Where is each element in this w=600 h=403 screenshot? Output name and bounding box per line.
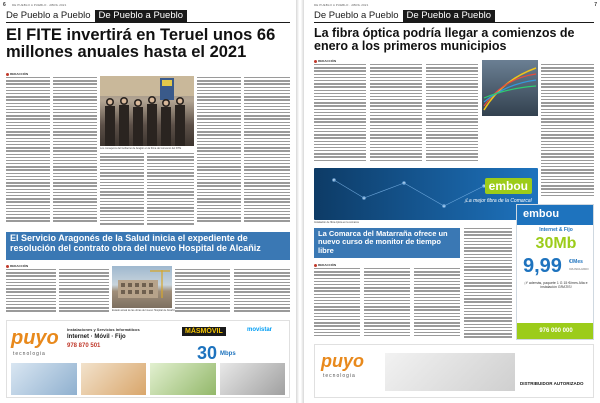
- byline-dot-icon: [314, 60, 317, 63]
- ad-image: [220, 363, 286, 395]
- byline-dot-icon: [6, 73, 9, 76]
- photo-caption: Los consejeros del Gobierno de Aragón en la firma del convenio del FITE: [100, 147, 182, 150]
- section-tag: De Pueblo a Pueblo: [403, 10, 496, 22]
- article-column: [314, 268, 360, 340]
- embou-network-icon: [314, 168, 538, 220]
- ad-product-image: [385, 353, 515, 391]
- ad-tagline: DISTRIBUIDOR AUTORIZADO: [520, 381, 584, 386]
- embou-side-ad[interactable]: [516, 204, 594, 340]
- byline-dot-icon: [314, 264, 317, 267]
- article-photo: [100, 76, 194, 146]
- section-header: [314, 9, 495, 22]
- article-byline: REDACCIÓN: [314, 263, 336, 267]
- ad-image: [81, 363, 147, 395]
- section-name: De Pueblo a Pueblo: [314, 10, 399, 21]
- page-folio: DE PUEBLO A PUEBLO · ABRIL 2021: [12, 3, 67, 7]
- article-column: [59, 269, 109, 315]
- article-column: [370, 64, 422, 164]
- left-page: [0, 0, 296, 403]
- puyo-logo: puyo: [11, 327, 59, 349]
- puyo-subbrand: tecnologia: [13, 351, 46, 357]
- byline-dot-icon: [6, 265, 9, 268]
- page-number: 7: [594, 2, 597, 8]
- page-number: 6: [3, 2, 6, 8]
- ad-price-unit: €/Mes: [569, 259, 583, 265]
- article-column: [100, 153, 144, 227]
- ad-product: Internet & Fijo: [539, 227, 573, 233]
- ad-line: Instalaciones y Servicios Informáticos: [67, 327, 140, 332]
- ad-promo: ¡Y además, paquete 1 G 15 €/mes Alta e instalación GRATIS!: [524, 281, 588, 290]
- ad-services: Internet · Móvil · Fijo: [67, 334, 126, 340]
- ad-tax-note: IVA INCLUIDO: [569, 267, 589, 271]
- ad-image: [11, 363, 77, 395]
- article-column: [464, 228, 512, 340]
- offer-speed: 30: [197, 343, 218, 363]
- right-page: [304, 0, 600, 403]
- article-column: [414, 268, 460, 340]
- masmovil-logo: MÁSMÓVIL: [182, 327, 226, 336]
- embou-logo: embou: [485, 178, 532, 194]
- second-headline: El Servicio Aragonés de la Salud inicia el expediente de resolución del contrato obra del nuevo Hospital de Alcañiz: [10, 233, 261, 253]
- puyo-ad[interactable]: [6, 320, 290, 398]
- article-column: [541, 64, 594, 199]
- main-headline: La fibra óptica podría llegar a comienzos de enero a los primeros municipios: [314, 26, 575, 54]
- article-column: [364, 268, 410, 340]
- puyo-ad[interactable]: [314, 344, 594, 398]
- article-column: [6, 269, 56, 315]
- article-byline: REDACCIÓN: [6, 264, 28, 268]
- article-column: [147, 153, 194, 227]
- article-column: [6, 77, 50, 227]
- photo-caption: Estado actual de las obras del nuevo Hospital de Alcañiz: [112, 309, 175, 312]
- article-column: [244, 77, 290, 227]
- embou-top-ad[interactable]: [314, 168, 538, 220]
- article-column: [314, 64, 366, 164]
- hospital-photo: [112, 266, 172, 308]
- ad-image-strip: [11, 363, 285, 395]
- section-name: De Pueblo a Pueblo: [6, 10, 91, 21]
- puyo-logo: puyo: [321, 351, 364, 371]
- section-tag: De Pueblo a Pueblo: [95, 10, 188, 22]
- second-headline: La Comarca del Matarraña ofrece un nuevo curso de monitor de tiempo libre: [318, 229, 448, 255]
- people-photo-icon: [100, 76, 194, 146]
- main-headline: El FITE invertirá en Teruel unos 66 millones anuales hasta el 2021: [6, 26, 276, 62]
- puyo-subbrand: tecnologia: [323, 373, 356, 379]
- construction-icon: [112, 266, 172, 308]
- ad-price: 9,99: [523, 255, 562, 277]
- fiber-photo: [482, 60, 538, 116]
- article-column: [53, 77, 97, 227]
- ad-phone[interactable]: 978 870 501: [67, 343, 101, 349]
- ad-image: [150, 363, 216, 395]
- embou-logo: embou: [523, 208, 560, 220]
- second-headline-banner: [314, 228, 460, 258]
- article-byline: REDACCIÓN: [6, 72, 28, 76]
- photo-caption: Instalación de fibra óptica en la comarca: [314, 221, 359, 224]
- article-column: [175, 269, 230, 315]
- article-column: [234, 269, 290, 315]
- page-gutter: [296, 0, 304, 403]
- article-column: [197, 77, 241, 227]
- second-headline-banner: [6, 232, 290, 260]
- section-rule: [314, 22, 594, 23]
- section-rule: [6, 22, 290, 23]
- article-byline: REDACCIÓN: [314, 59, 336, 63]
- ad-speed: 30Mb: [535, 235, 577, 252]
- fiber-cable-icon: [482, 60, 538, 116]
- section-header: [6, 9, 187, 22]
- ad-phone[interactable]: 976 000 000: [539, 328, 573, 334]
- movistar-logo: movistar: [247, 327, 273, 333]
- article-column: [426, 64, 478, 164]
- page-folio: DE PUEBLO A PUEBLO · ABRIL 2021: [314, 3, 369, 7]
- embou-tagline: ¡La mejor fibra de la Comarca!: [464, 198, 532, 204]
- offer-unit: Mbps: [220, 351, 236, 357]
